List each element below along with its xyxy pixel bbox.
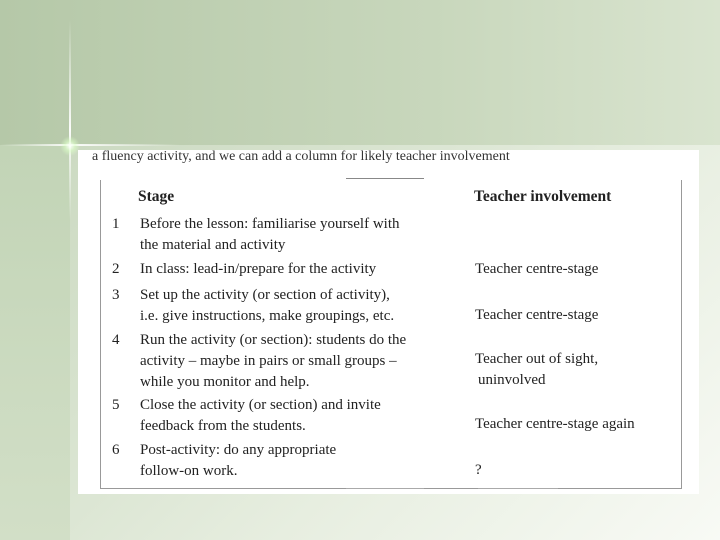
- row-stage-line: the material and activity: [140, 237, 286, 253]
- row-stage: [140, 285, 470, 327]
- row-stage-line: Run the activity (or section): students do the: [140, 332, 407, 348]
- sparkle-vertical-decoration: [69, 20, 71, 220]
- row-number: 6: [112, 442, 120, 458]
- row-number: 3: [112, 287, 120, 303]
- row-teacher: [475, 349, 695, 391]
- row-stage: [140, 440, 470, 482]
- row-teacher-line: Teacher out of sight,: [475, 351, 599, 367]
- row-stage-line: follow-on work.: [140, 463, 238, 479]
- bottom-rule: [478, 488, 558, 489]
- row-stage-line: Post-activity: do any appropriate: [140, 442, 337, 458]
- row-teacher-line: Teacher centre-stage: [475, 307, 599, 323]
- top-rule: [346, 178, 424, 179]
- row-teacher: [475, 259, 695, 280]
- scanned-document: [78, 150, 699, 494]
- row-stage: [140, 214, 470, 256]
- row-teacher-line: uninvolved: [478, 372, 546, 388]
- row-number: 2: [112, 261, 120, 277]
- row-stage: [140, 330, 470, 393]
- row-stage-line: Set up the activity (or section of activity),: [140, 287, 390, 303]
- intro-text: a fluency activity, and we can add a column for likely teacher involvement: [92, 150, 510, 164]
- row-number: 4: [112, 332, 120, 348]
- row-stage: [140, 259, 470, 280]
- row-teacher: [475, 305, 695, 326]
- bottom-rule: [346, 488, 424, 489]
- row-teacher: [475, 414, 695, 435]
- row-stage-line: Close the activity (or section) and invite: [140, 397, 381, 413]
- row-teacher: [475, 460, 695, 481]
- row-stage-line: Before the lesson: familiarise yourself with: [140, 216, 400, 232]
- row-teacher-line: ?: [475, 462, 482, 478]
- row-teacher-line: Teacher centre-stage again: [475, 416, 635, 432]
- header-stage: Stage: [138, 188, 175, 205]
- sparkle-horizontal-decoration: [0, 144, 180, 146]
- row-stage-line: In class: lead-in/prepare for the activity: [140, 261, 377, 277]
- row-stage-line: activity – maybe in pairs or small groups –: [140, 353, 397, 369]
- sparkle-star-icon: [60, 136, 80, 156]
- slide-top-band: [0, 0, 720, 145]
- row-number: 1: [112, 216, 120, 232]
- slide-left-band: [0, 145, 70, 540]
- row-stage-line: i.e. give instructions, make groupings, etc.: [140, 308, 395, 324]
- row-number: 5: [112, 397, 120, 413]
- row-stage-line: feedback from the students.: [140, 418, 306, 434]
- row-stage-line: while you monitor and help.: [140, 374, 310, 390]
- row-stage: [140, 395, 470, 437]
- header-teacher-involvement: Teacher involvement: [474, 188, 612, 205]
- row-teacher-line: Teacher centre-stage: [475, 261, 599, 277]
